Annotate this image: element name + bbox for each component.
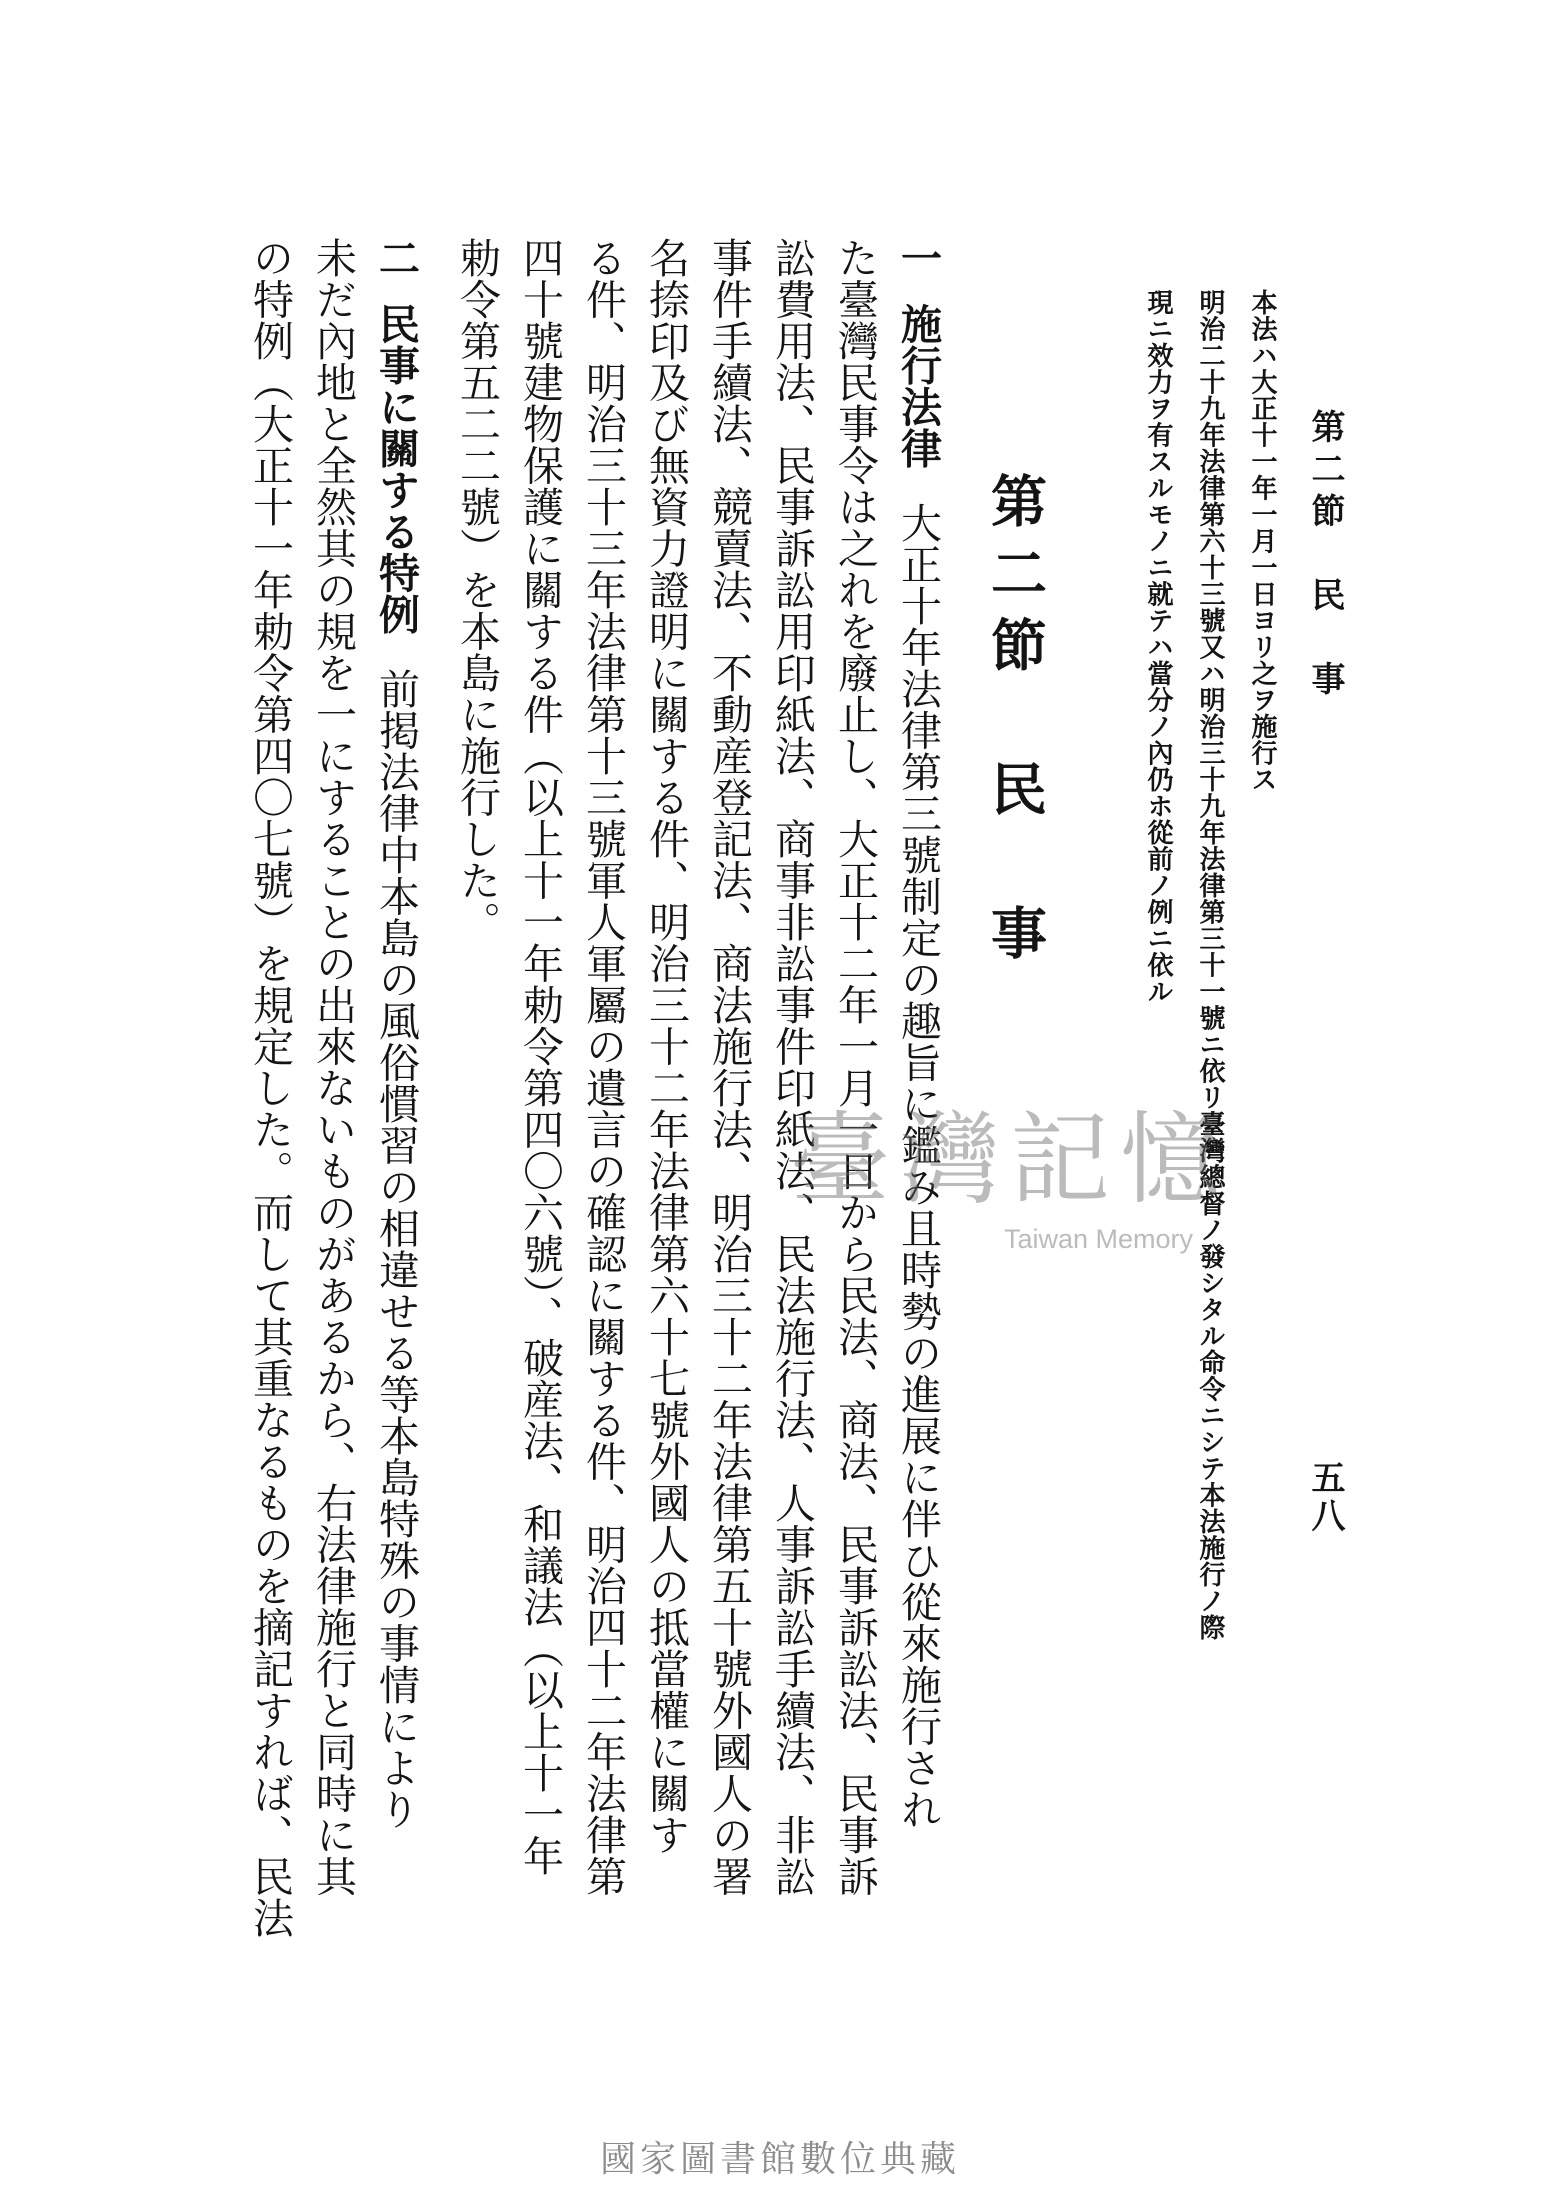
watermark-logo-subtext: Taiwan Memory	[1004, 1224, 1194, 1254]
text-column: 訟費用法、民事訴訟用印紙法、商事非訟事件印紙法、民法施行法、人事訴訟手續法、非訟	[768, 237, 816, 1897]
note-line: 本法ハ大正十一年一月一日ヨリ之ヲ施行ス	[1247, 289, 1277, 793]
item-heading: 民事に關する特例	[372, 303, 420, 636]
section-heading: 第二節 民 事	[982, 472, 1048, 976]
note-line: 現ニ效力ヲ有スルモノニ就テハ當分ノ內仍ホ從前ノ例ニ依ル	[1143, 289, 1173, 1005]
note-line: 明治二十九年法律第六十三號又ハ明治三十九年法律第三十一號ニ依リ臺灣總督ノ發シタル命令ニシテ本法施行ノ際	[1195, 289, 1225, 1641]
text-column: 名捺印及び無資力證明に關する件、明治三十二年法律第六十七號外國人の抵當權に關す	[642, 237, 690, 1856]
item-heading: 施行法律	[894, 303, 942, 470]
text-column	[364, 237, 427, 1939]
text-column: 四十號建物保護に關する件（以上十一年勅令第四〇六號）、破産法、和議法（以上十一年	[516, 237, 564, 1877]
text-column	[886, 237, 949, 1939]
text-column: 未だ內地と全然其の規を一にすることの出來ないものがあるから、右法律施行と同時に其	[309, 237, 357, 1897]
body-text	[238, 237, 949, 1939]
text-column: た臺灣民事令は之れを廢止し、大正十二年一月一日から民法、商法、民事訴訟法、民事訴	[831, 237, 879, 1897]
text-column: の特例（大正十一年勅令第四〇七號）を規定した。而して其重なるものを摘記すれば、民法	[246, 237, 294, 1939]
item-text: 前掲法律中本島の風俗慣習の相違せる等本島特殊の事情により	[372, 667, 420, 1830]
text-column: 事件手續法、競賣法、不動産登記法、商法施行法、明治三十二年法律第五十號外國人の署	[705, 237, 753, 1897]
item-number: 一	[894, 237, 942, 279]
item-text: 大正十年法律第三號制定の趣旨に鑑み且時勢の進展に伴ひ從來施行され	[894, 501, 942, 1830]
item-number: 二	[372, 237, 420, 279]
page-number: 五八	[1305, 1460, 1345, 1536]
text-column: 勅令第五二二號）を本島に施行した。	[453, 237, 501, 943]
running-header-title: 第二節 民 事	[1305, 409, 1345, 703]
collection-footer: 國家圖書館數位典藏	[600, 2139, 961, 2180]
watermark-logo-text: 臺灣記憶	[790, 1101, 1230, 1218]
enforcement-notes	[1132, 289, 1288, 1641]
text-column: る件、明治三十三年法律第十三號軍人軍屬の遺言の確認に關する件、明治四十二年法律第	[579, 237, 627, 1897]
